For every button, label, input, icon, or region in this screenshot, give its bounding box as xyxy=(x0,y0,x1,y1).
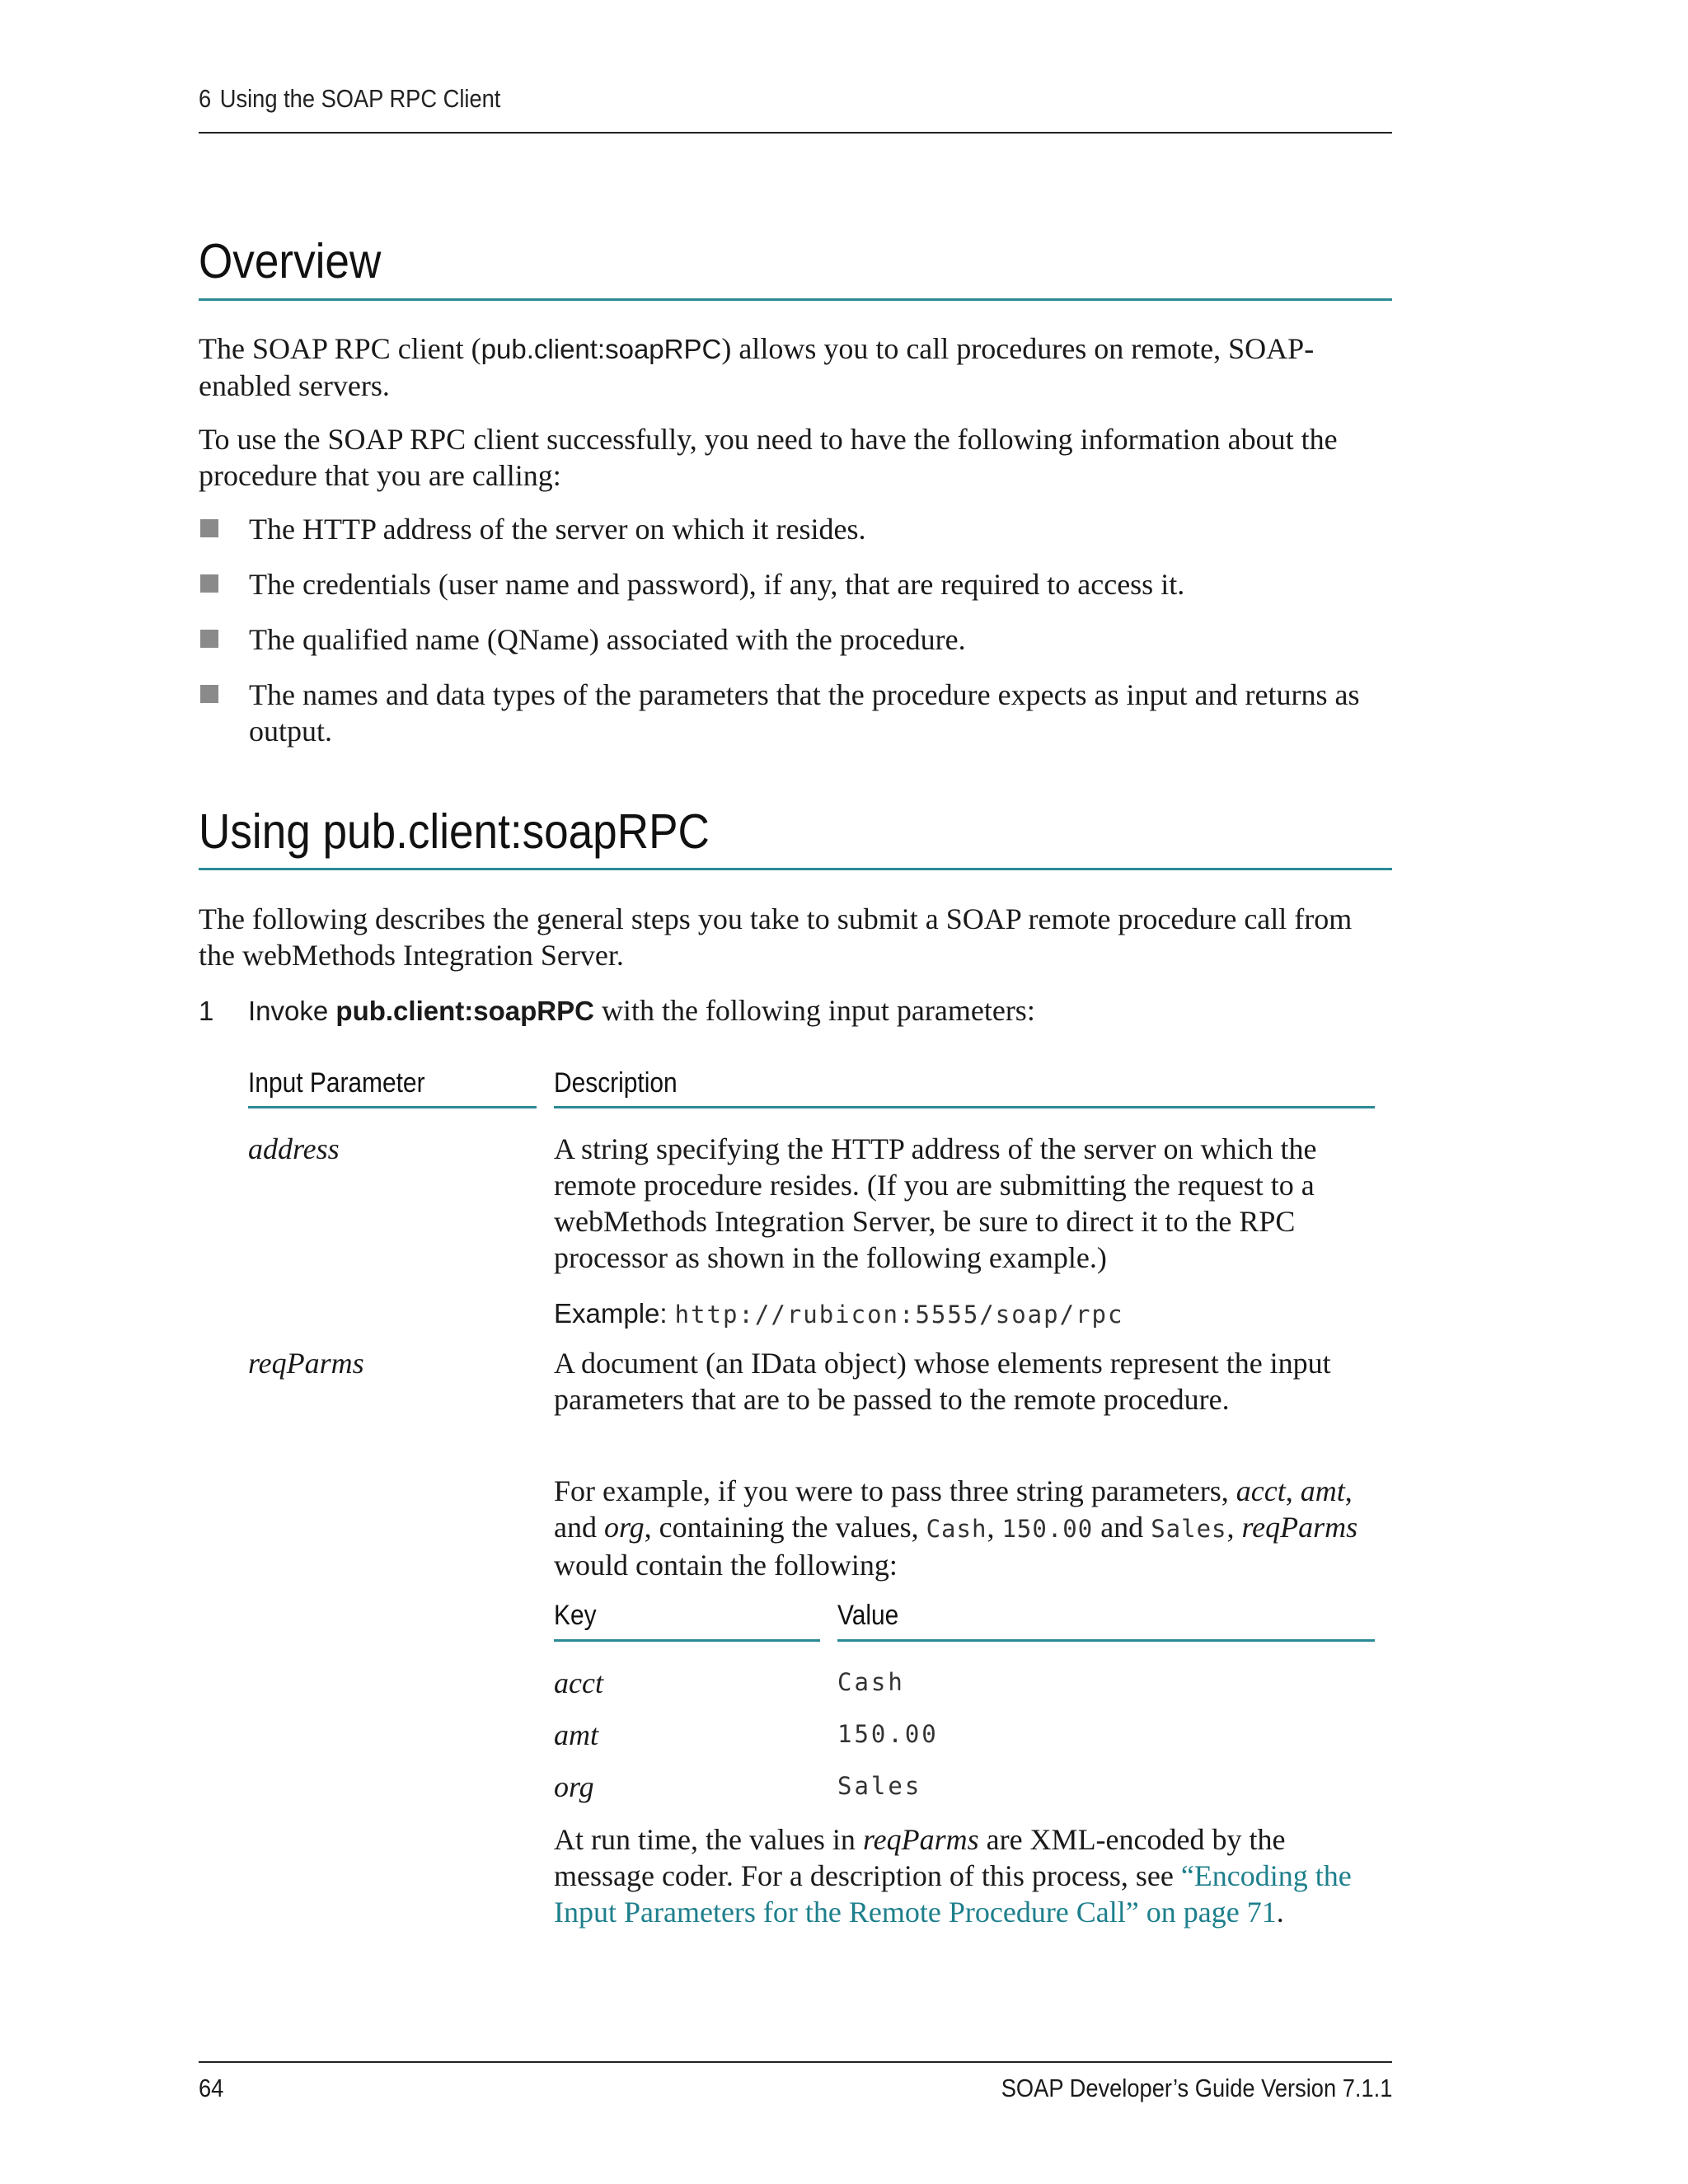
step-text: with the following input parameters: xyxy=(593,994,1035,1027)
footer-rule xyxy=(199,2061,1392,2063)
param-ref-reqparms: reqParms xyxy=(1241,1511,1358,1544)
text-run: are XML-encoded by the message coder. For a description of this process, see xyxy=(554,1823,1286,1892)
overview-paragraph-2: To use the SOAP RPC client successfully, you need to have the following information about the procedure that you are calling: xyxy=(199,423,1338,492)
list-item xyxy=(199,511,1394,547)
overview-heading-rule xyxy=(199,298,1392,301)
column-rule-description xyxy=(554,1106,1375,1108)
param-ref-acct: acct xyxy=(1236,1474,1286,1507)
chapter-number: 6 xyxy=(199,84,212,113)
overview-paragraph-1 xyxy=(199,330,1394,404)
list-item-text: The HTTP address of the server on which it resides. xyxy=(249,513,866,546)
header-rule xyxy=(199,132,1392,134)
step-lead: Invoke xyxy=(248,996,336,1026)
text-run: would contain the following: xyxy=(554,1549,898,1582)
text-run: The SOAP RPC client ( xyxy=(199,332,481,365)
param-ref-reqparms: reqParms xyxy=(862,1823,979,1856)
column-header-description: Description xyxy=(554,1067,678,1099)
text-run: , containing the values, xyxy=(644,1511,926,1544)
key-cell: acct xyxy=(554,1666,603,1699)
list-item xyxy=(199,566,1394,602)
column-rule-key xyxy=(554,1639,820,1642)
param-example-address xyxy=(554,1295,1378,1333)
using-heading: Using pub.client:soapRPC xyxy=(199,804,710,859)
list-item xyxy=(199,677,1394,749)
param-description-reqparms: A document (an IData object) whose elements represent the input parameters that are to be passed to the remote procedure. xyxy=(554,1347,1331,1416)
requirements-list xyxy=(199,511,1394,768)
text-run: At run time, the values in xyxy=(554,1823,863,1856)
bullet-square-icon xyxy=(200,630,218,648)
overview-heading: Overview xyxy=(199,234,382,288)
example-label: Example: xyxy=(554,1298,668,1329)
value-ref-cash: Cash xyxy=(926,1515,987,1543)
value-cell: Sales xyxy=(837,1772,922,1800)
bullet-square-icon xyxy=(200,574,218,593)
key-cell: amt xyxy=(554,1718,598,1751)
param-name-reqparms: reqParms xyxy=(248,1347,364,1380)
example-url: http://rubicon:5555/soap/rpc xyxy=(674,1301,1124,1329)
step-1 xyxy=(199,992,1035,1029)
param-name-address: address xyxy=(248,1132,340,1165)
chapter-title: Using the SOAP RPC Client xyxy=(219,84,501,113)
text-run: ) allows you to call procedures on remote, SOAP-enabled servers. xyxy=(199,332,1315,402)
list-item-text: The qualified name (QName) associated with the procedure. xyxy=(249,623,966,656)
step-command: pub.client:soapRPC xyxy=(335,996,594,1026)
running-header xyxy=(199,84,500,114)
key-cell: org xyxy=(554,1770,594,1803)
value-ref-amount: 150.00 xyxy=(1001,1515,1094,1543)
page-number: 64 xyxy=(199,2074,224,2102)
column-header-input-parameter: Input Parameter xyxy=(248,1067,425,1099)
text-run: and xyxy=(1093,1511,1151,1544)
value-cell: Cash xyxy=(837,1668,905,1696)
cross-reference-link[interactable]: “Encoding the Input Parameters for the Remote Procedure Call” on page 71 xyxy=(554,1859,1352,1929)
bullet-square-icon xyxy=(200,685,218,703)
param-description-address: A string specifying the HTTP address of the server on which the remote procedure resides. (If you are submitting the request to a webMethods Integration Server, be sure to direct it to the RPC processor as shown in the following example.) xyxy=(554,1132,1317,1274)
value-ref-sales: Sales xyxy=(1151,1515,1227,1543)
text-run: , xyxy=(987,1511,1002,1544)
column-rule-param xyxy=(248,1106,537,1108)
document-title: SOAP Developer’s Guide Version 7.1.1 xyxy=(1001,2074,1392,2102)
list-item-text: The credentials (user name and password), if any, that are required to access it. xyxy=(249,568,1185,601)
reqparms-example-paragraph xyxy=(554,1473,1378,1583)
text-run: . xyxy=(1276,1896,1284,1929)
param-ref-org: org xyxy=(603,1511,645,1544)
text-run: For example, if you were to pass three string parameters, xyxy=(554,1474,1236,1507)
column-header-key: Key xyxy=(554,1600,597,1631)
column-header-value: Value xyxy=(837,1600,899,1631)
using-intro-paragraph: The following describes the general steps you take to submit a SOAP remote procedure call from the webMethods Integration Server. xyxy=(199,902,1353,972)
bullet-square-icon xyxy=(200,519,218,537)
using-heading-rule xyxy=(199,868,1392,870)
step-number: 1 xyxy=(199,996,214,1026)
column-rule-value xyxy=(837,1639,1375,1642)
text-run: , and xyxy=(554,1474,1353,1544)
list-item xyxy=(199,621,1394,658)
param-ref-amt: amt xyxy=(1300,1474,1345,1507)
text-run: , xyxy=(1226,1511,1242,1544)
inline-code-service: pub.client:soapRPC xyxy=(481,334,722,364)
list-item-text: The names and data types of the parameters that the procedure expects as input and returns as output. xyxy=(249,678,1360,748)
text-run: , xyxy=(1285,1474,1301,1507)
runtime-paragraph xyxy=(554,1821,1378,1930)
value-cell: 150.00 xyxy=(837,1720,939,1748)
